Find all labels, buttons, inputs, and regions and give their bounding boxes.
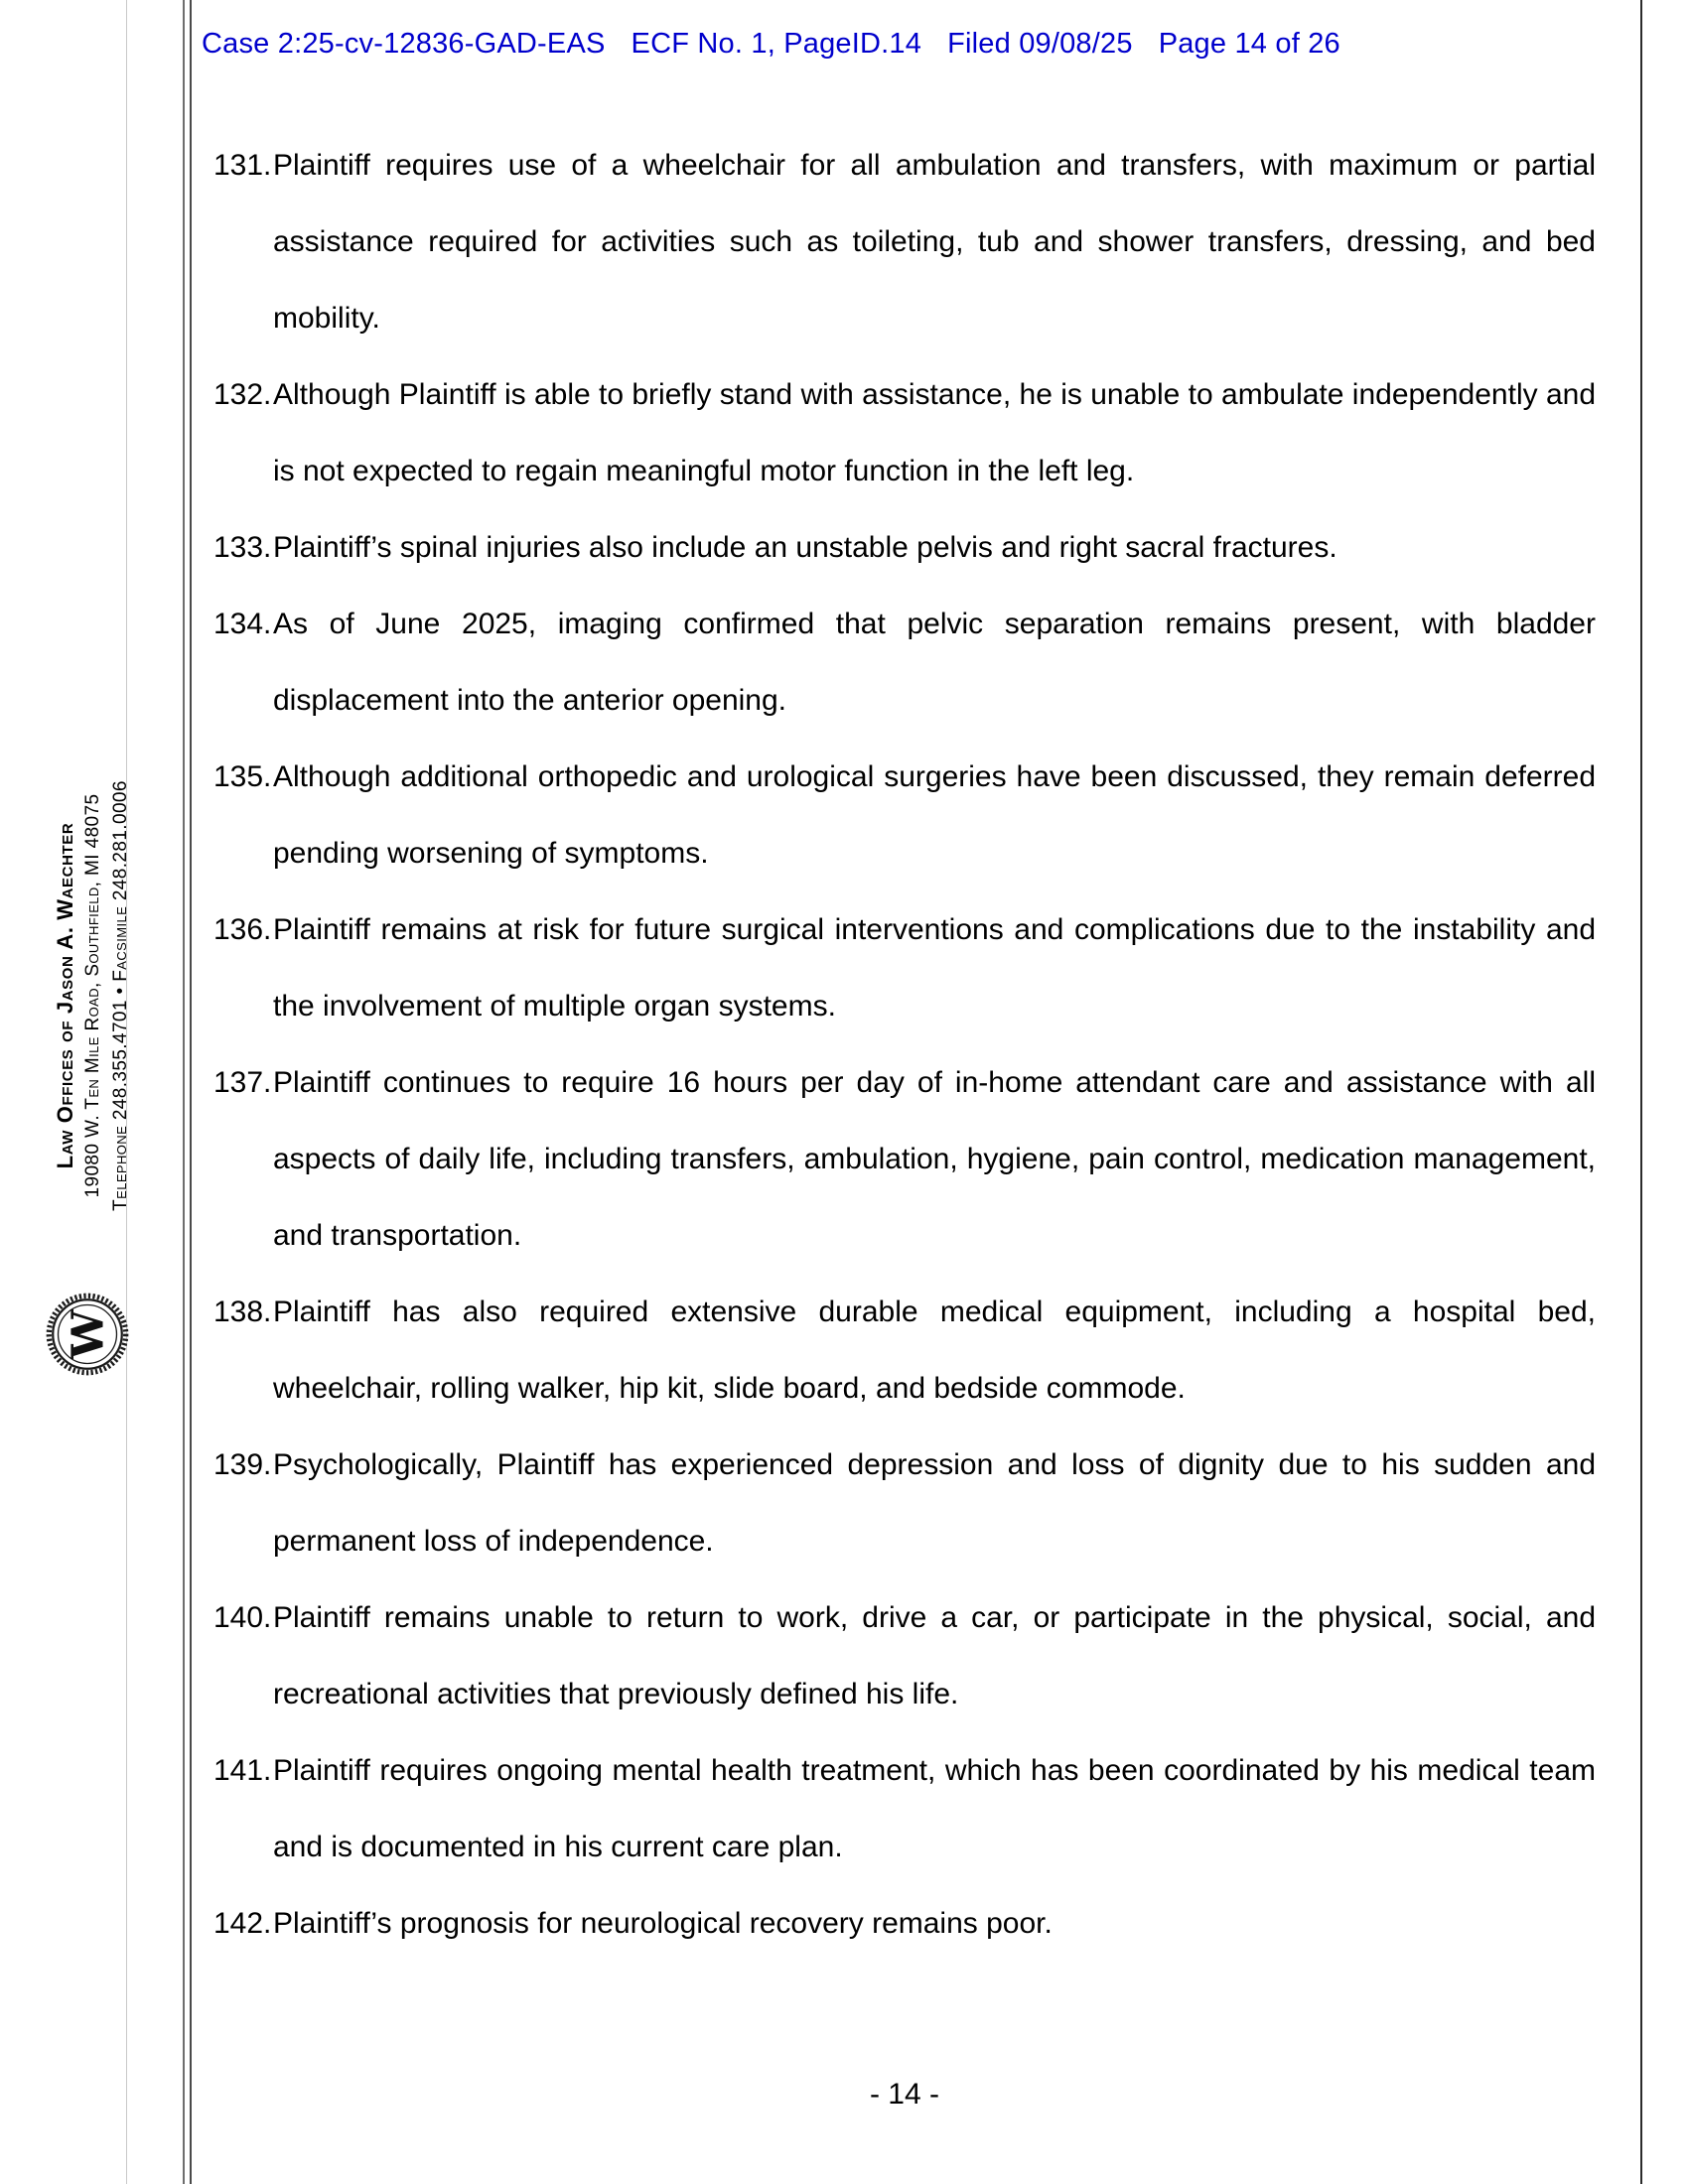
paragraph-number: 131. <box>213 149 272 182</box>
case-number: Case 2:25-cv-12836-GAD-EAS <box>202 28 606 60</box>
right-margin-rule <box>1640 0 1642 2184</box>
left-margin-rule-outer <box>183 0 185 2184</box>
paragraph-142 <box>213 1885 1596 1962</box>
paragraph-number: 133. <box>213 531 272 564</box>
paragraph-number: 140. <box>213 1601 272 1634</box>
paragraph-133 <box>213 509 1596 586</box>
paragraph-text: Plaintiff’s prognosis for neurological recovery remains poor. <box>273 1907 1053 1940</box>
paragraph-number: 138. <box>213 1296 272 1328</box>
paragraph-text: Plaintiff remains at risk for future surgical interventions and complications due to the instability and the involvement of multiple organ systems. <box>273 913 1596 1023</box>
paragraph-number: 135. <box>213 760 272 793</box>
paragraph-text: Although additional orthopedic and urological surgeries have been discussed, they remain deferred pending worsening of symptoms. <box>273 760 1596 870</box>
ecf-stamp-header <box>202 28 1592 61</box>
paragraph-text: Plaintiff continues to require 16 hours per day of in-home attendant care and assistance with all aspects of daily life, including transfers, ambulation, hygiene, pain control, medication management, and transportation. <box>273 1066 1596 1252</box>
paragraph-number: 134. <box>213 608 272 640</box>
ecf-number: ECF No. 1, PageID.14 <box>631 28 922 60</box>
paragraph-number: 141. <box>213 1754 272 1787</box>
paragraph-138 <box>213 1274 1596 1427</box>
paragraph-number: 137. <box>213 1066 272 1099</box>
firm-phone-fax: Telephone 248.355.4701 • Facsimile 248.281.0006 <box>110 780 131 1211</box>
paragraph-141 <box>213 1732 1596 1885</box>
paragraph-137 <box>213 1044 1596 1274</box>
paragraph-text: Plaintiff has also required extensive durable medical equipment, including a hospital bed, wheelchair, rolling walker, hip kit, slide board, and bedside commode. <box>273 1296 1596 1405</box>
left-margin-rule-inner <box>190 0 192 2184</box>
paragraph-136 <box>213 891 1596 1044</box>
paragraph-132 <box>213 356 1596 509</box>
law-firm-sidebar <box>52 738 141 1254</box>
document-body <box>213 127 1596 1962</box>
seal-icon <box>44 1291 131 1378</box>
firm-address: 19080 W. Ten Mile Road, Southfield, MI 48075 <box>82 793 103 1198</box>
paragraph-134 <box>213 586 1596 739</box>
paragraph-140 <box>213 1579 1596 1732</box>
paragraph-text: Plaintiff remains unable to return to work, drive a car, or participate in the physical, social, and recreational activities that previously defined his life. <box>273 1601 1596 1710</box>
firm-seal-logo <box>44 1291 131 1378</box>
paragraph-text: Plaintiff requires ongoing mental health treatment, which has been coordinated by his medical team and is documented in his current care plan. <box>273 1754 1596 1863</box>
seal-monogram: W <box>63 1309 114 1359</box>
paragraph-number: 139. <box>213 1448 272 1481</box>
paragraph-number: 132. <box>213 378 272 411</box>
page-count: Page 14 of 26 <box>1158 28 1340 60</box>
paragraph-number: 142. <box>213 1907 272 1940</box>
paragraph-139 <box>213 1427 1596 1579</box>
paragraph-text: Plaintiff requires use of a wheelchair for all ambulation and transfers, with maximum or partial assistance required for activities such as toileting, tub and shower transfers, dressing, and bed mobility. <box>273 149 1596 335</box>
firm-name: Law Offices of Jason A. Waechter <box>53 822 77 1169</box>
paragraph-text: Psychologically, Plaintiff has experienced depression and loss of dignity due to his sudden and permanent loss of independence. <box>273 1448 1596 1558</box>
paragraph-135 <box>213 739 1596 891</box>
paragraph-text: Plaintiff’s spinal injuries also include an unstable pelvis and right sacral fractures. <box>273 531 1337 564</box>
paragraph-text: As of June 2025, imaging confirmed that pelvic separation remains present, with bladder displacement into the anterior opening. <box>273 608 1596 717</box>
filed-date: Filed 09/08/25 <box>947 28 1133 60</box>
paragraph-text: Although Plaintiff is able to briefly stand with assistance, he is unable to ambulate independently and is not expected to regain meaningful motor function in the left leg. <box>273 378 1596 487</box>
footer-page-number: - 14 - <box>869 2078 940 2111</box>
paragraph-131 <box>213 127 1596 356</box>
paragraph-number: 136. <box>213 913 272 946</box>
